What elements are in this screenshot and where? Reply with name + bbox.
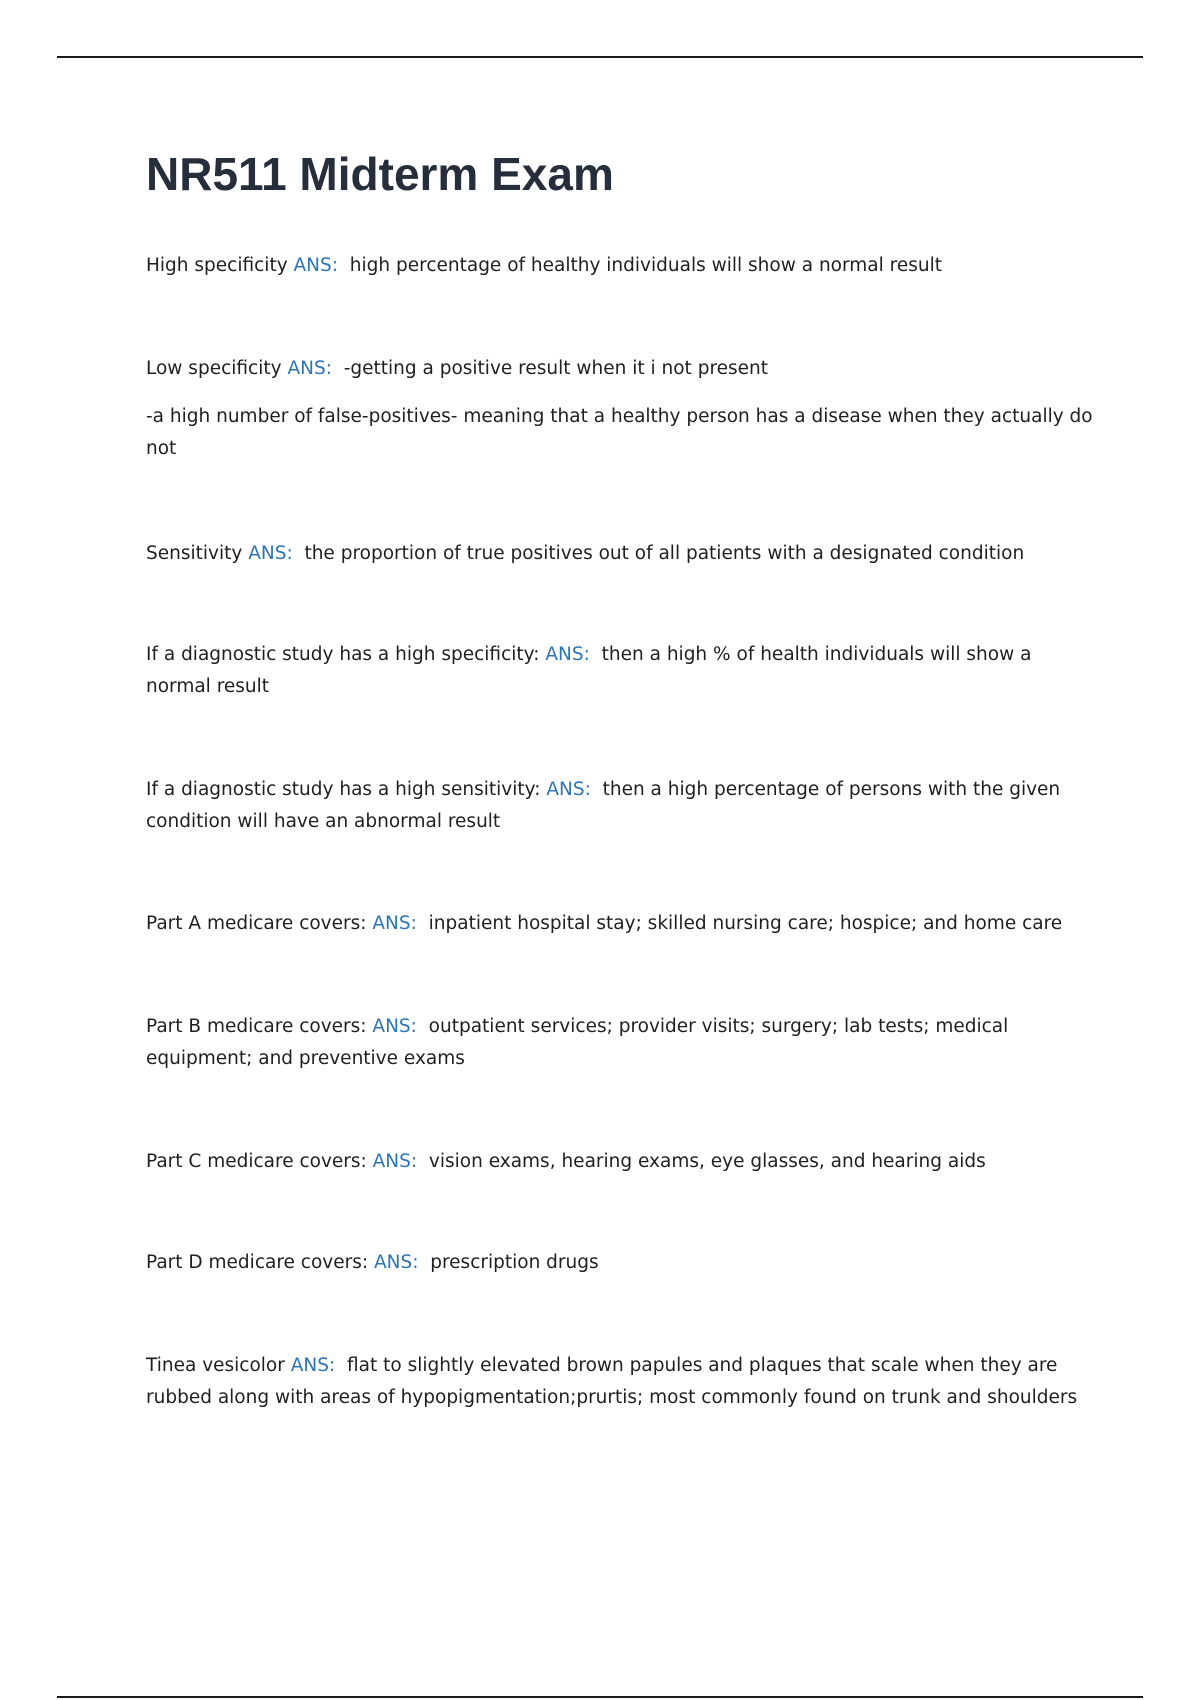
ans-label: ANS: xyxy=(372,1016,417,1037)
qa-answer: inpatient hospital stay; skilled nursing care; hospice; and home care xyxy=(428,913,1063,934)
qa-answer: then a high percentage of persons with the given condition will have an abnormal result xyxy=(146,779,1061,832)
ans-label: ANS: xyxy=(248,543,293,564)
qa-line xyxy=(146,1011,1096,1075)
qa-item-low-specificity xyxy=(146,353,1096,465)
qa-answer: the proportion of true positives out of all patients with a designated condition xyxy=(304,543,1025,564)
qa-line xyxy=(146,1146,1096,1178)
qa-item-study-high-sensitivity xyxy=(146,774,1096,838)
qa-term: Part A medicare covers: xyxy=(146,913,367,934)
header-divider xyxy=(57,56,1143,58)
qa-answer: high percentage of healthy individuals will show a normal result xyxy=(349,255,942,276)
page-title: NR511 Midterm Exam xyxy=(146,148,614,200)
qa-term: Tinea vesicolor xyxy=(146,1355,285,1376)
qa-answer: -getting a positive result when it i not present xyxy=(343,358,769,379)
qa-item-medicare-part-a xyxy=(146,908,1096,940)
qa-answer: outpatient services; provider visits; surgery; lab tests; medical equipment; and preventive exams xyxy=(146,1016,1009,1069)
ans-label: ANS: xyxy=(372,1151,418,1172)
qa-line xyxy=(146,639,1096,703)
qa-answer: vision exams, hearing exams, eye glasses, and hearing aids xyxy=(428,1151,986,1172)
qa-line xyxy=(146,538,1096,570)
qa-line xyxy=(146,353,1096,385)
qa-term: Part C medicare covers: xyxy=(146,1151,367,1172)
qa-term: If a diagnostic study has a high specificity: xyxy=(146,644,540,665)
qa-answer: prescription drugs xyxy=(430,1252,599,1273)
ans-label: ANS: xyxy=(293,255,339,276)
qa-line xyxy=(146,908,1096,940)
qa-term: Sensitivity xyxy=(146,543,243,564)
qa-answer: flat to slightly elevated brown papules and plaques that scale when they are rubbed along with areas of hypopigmentation;prurtis; most commonly found on trunk and shoulders xyxy=(146,1355,1078,1408)
ans-label: ANS: xyxy=(545,644,590,665)
qa-item-high-specificity xyxy=(146,250,1096,282)
qa-term: High specificity xyxy=(146,255,288,276)
ans-label: ANS: xyxy=(287,358,332,379)
qa-term: Part B medicare covers: xyxy=(146,1016,367,1037)
ans-label: ANS: xyxy=(546,779,591,800)
qa-item-tinea-versicolor xyxy=(146,1350,1096,1414)
qa-answer: then a high % of health individuals will show a normal result xyxy=(146,644,1032,697)
qa-item-study-high-specificity xyxy=(146,639,1096,703)
qa-item-medicare-part-b xyxy=(146,1011,1096,1075)
ans-label: ANS: xyxy=(290,1355,336,1376)
qa-term: Part D medicare covers: xyxy=(146,1252,369,1273)
qa-line xyxy=(146,1247,1096,1279)
qa-line xyxy=(146,250,1096,282)
ans-label: ANS: xyxy=(372,913,417,934)
qa-term: Low specificity xyxy=(146,358,282,379)
ans-label: ANS: xyxy=(373,1252,419,1273)
qa-answer-continuation: -a high number of false-positives- meaning that a healthy person has a disease when they actually do not xyxy=(146,406,1093,459)
qa-item-medicare-part-d xyxy=(146,1247,1096,1279)
qa-line xyxy=(146,1350,1096,1414)
qa-line xyxy=(146,774,1096,838)
footer-divider xyxy=(57,1696,1143,1698)
qa-term: If a diagnostic study has a high sensitivity: xyxy=(146,779,541,800)
qa-item-sensitivity xyxy=(146,538,1096,570)
qa-item-medicare-part-c xyxy=(146,1146,1096,1178)
